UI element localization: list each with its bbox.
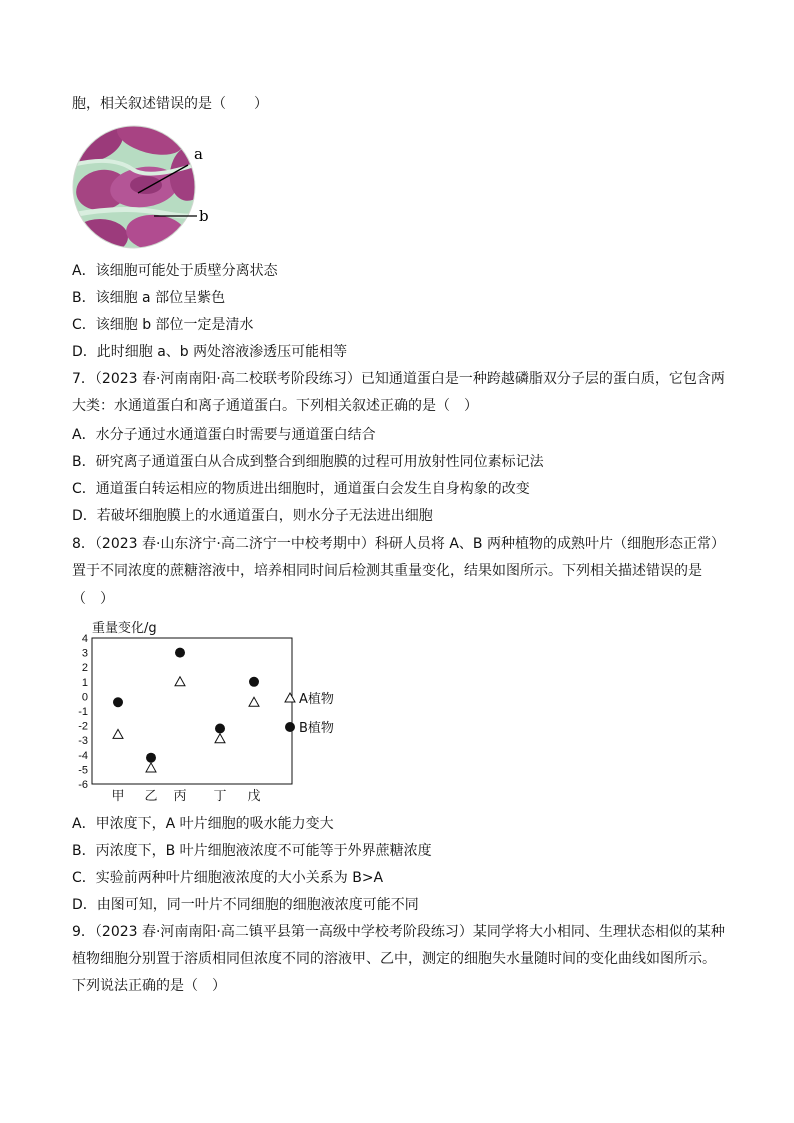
q8-option-c: C．实验前两种叶片细胞液浓度的大小关系为 B>A (72, 870, 384, 886)
a-plant-point (146, 763, 156, 772)
a-plant-point (113, 729, 123, 738)
a-plant-point (175, 677, 185, 686)
y-tick-label: -3 (78, 735, 88, 748)
q8-option-b: B．丙浓度下，B 叶片细胞液浓度不可能等于外界蔗糖浓度 (72, 843, 432, 859)
y-tick-label: -4 (78, 749, 88, 762)
b-plant-point (146, 753, 156, 763)
legend-a-marker (285, 693, 295, 702)
q6-option-c: C．该细胞 b 部位一定是清水 (72, 317, 254, 333)
q6-stem: 胞，相关叙述错误的是（ ） (72, 96, 268, 112)
q9-stem-line1: 9．（2023 春·河南南阳·高二镇平县第一高级中学校考阶段练习）某同学将大小相同、生理状态相似的某种 (72, 924, 725, 940)
q9-stem-line2: 植物细胞分别置于溶质相同但浓度不同的溶液甲、乙中，测定的细胞失水量随时间的变化曲线如图所示。 (72, 951, 716, 967)
label-a: a (194, 145, 203, 163)
micrograph-image (72, 125, 222, 253)
q7-option-d: D．若破坏细胞膜上的水通道蛋白，则水分子无法进出细胞 (72, 508, 433, 524)
q6-option-a: A．该细胞可能处于质壁分离状态 (72, 263, 278, 279)
y-tick-label: -1 (78, 706, 88, 718)
weight-change-chart (58, 616, 358, 806)
legend-b-marker (285, 722, 295, 732)
q7-stem-line1: 7．（2023 春·河南南阳·高二校联考阶段练习）已知通道蛋白是一种跨越磷脂双分子层的蛋白质，它包含两 (72, 371, 725, 387)
plot-frame (92, 638, 292, 784)
x-tick-label: 乙 (144, 789, 158, 804)
b-plant-point (113, 697, 123, 707)
q7-option-c: C．通道蛋白转运相应的物质进出细胞时，通道蛋白会发生自身构象的改变 (72, 481, 530, 497)
a-plant-point (215, 734, 225, 743)
y-tick-label: -5 (78, 764, 88, 777)
chart-ylabel: 重量变化/g (92, 621, 157, 636)
q8-option-d: D．由图可知，同一叶片不同细胞的细胞液浓度可能不同 (72, 897, 419, 913)
b-plant-point (215, 724, 225, 734)
q8-stem-line3: （ ） (72, 591, 114, 607)
y-tick-label: 1 (81, 676, 88, 689)
y-tick-label: 0 (81, 691, 88, 704)
legend-a-label: A植物 (299, 692, 334, 707)
y-tick-label: 4 (81, 633, 88, 645)
q7-option-a: A．水分子通过水通道蛋白时需要与通道蛋白结合 (72, 427, 376, 443)
y-tick-label: 3 (81, 647, 88, 660)
label-b: b (199, 207, 209, 225)
x-tick-label: 戊 (247, 789, 261, 804)
y-tick-label: -6 (78, 779, 88, 791)
legend-b-label: B植物 (299, 721, 334, 736)
q8-stem-line1: 8．（2023 春·山东济宁·高二济宁一中校考期中）科研人员将 A、B 两种植物的成熟叶片（细胞形态正常） (72, 536, 725, 552)
q7-option-b: B．研究离子通道蛋白从合成到整合到细胞膜的过程可用放射性同位素标记法 (72, 454, 544, 470)
a-plant-point (249, 697, 259, 706)
q9-stem-line3: 下列说法正确的是（ ） (72, 978, 226, 994)
q8-stem-line2: 置于不同浓度的蔗糖溶液中，培养相同时间后检测其重量变化，结果如图所示。下列相关描述错误的是 (72, 563, 702, 579)
q6-option-b: B．该细胞 a 部位呈紫色 (72, 290, 226, 306)
b-plant-point (175, 648, 185, 658)
x-tick-label: 丙 (173, 789, 187, 804)
q6-option-d: D．此时细胞 a、b 两处溶液渗透压可能相等 (72, 344, 348, 360)
x-tick-label: 甲 (111, 789, 125, 804)
y-tick-label: -2 (78, 720, 88, 733)
x-tick-label: 丁 (213, 789, 227, 804)
q7-stem-line2: 大类：水通道蛋白和离子通道蛋白。下列相关叙述正确的是（ ） (72, 398, 478, 414)
b-plant-point (249, 677, 259, 687)
q8-option-a: A．甲浓度下，A 叶片细胞的吸水能力变大 (72, 816, 334, 832)
y-tick-label: 2 (81, 662, 88, 675)
